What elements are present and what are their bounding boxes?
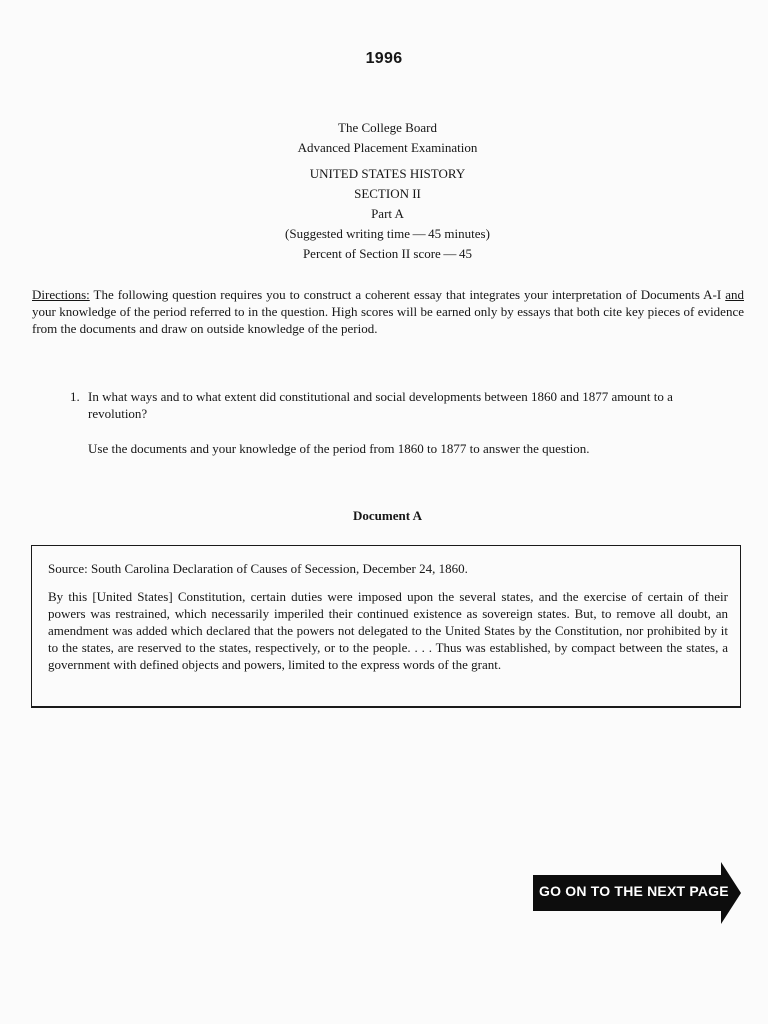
question-number: 1. [70,389,80,404]
directions-paragraph [32,286,744,337]
document-a-source: Source: South Carolina Declaration of Causes of Secession, December 24, 1860. [48,561,468,576]
header-org: The College Board [338,120,437,135]
directions-label: Directions: [32,287,90,302]
header-exam: Advanced Placement Examination [297,140,478,155]
document-a-title: Document A [353,508,422,523]
go-on-next-page-label: GO ON TO THE NEXT PAGE [539,883,729,899]
document-a-quote: By this [United States] Constitution, certain duties were imposed upon the several states, and the exercise of certain of their powers was restrained, which necessarily imperiled their continued existence as sovereign states. But, to remove all doubt, an amendment was added which declared that the powers not delegated to the United States by the Constitution, nor prohibited by it to the states, are reserved to the states, respectively, or to the people. . . . Thus was established, by compact between the states, a government with defined objects and powers, limited to the express words of the grant. [48,589,728,672]
document-a-box [31,545,741,708]
question-1 [70,388,710,422]
header-section: SECTION II [354,186,421,201]
go-on-next-page-banner [533,862,741,924]
directions-text-2: your knowledge of the period referred to in the question. High scores will be earned only by essays that both cite key pieces of evidence from the documents and draw on outside knowledge of the period. [32,304,744,336]
header-subject: UNITED STATES HISTORY [309,166,466,181]
exam-header [0,118,768,264]
header-time: (Suggested writing time — 45 minutes) [285,226,490,241]
directions-text-1: The following question requires you to construct a coherent essay that integrates your interpretation of Documents A-I [89,287,726,302]
directions-and-word: and [725,287,744,302]
question-instruction: Use the documents and your knowledge of the period from 1860 to 1877 to answer the question. [88,441,590,456]
question-text: In what ways and to what extent did constitutional and social developments between 1860 and 1877 amount to a revolution? [88,389,673,421]
header-part: Part A [371,206,404,221]
exam-year: 1996 [365,50,403,67]
header-percent: Percent of Section II score — 45 [302,246,473,261]
